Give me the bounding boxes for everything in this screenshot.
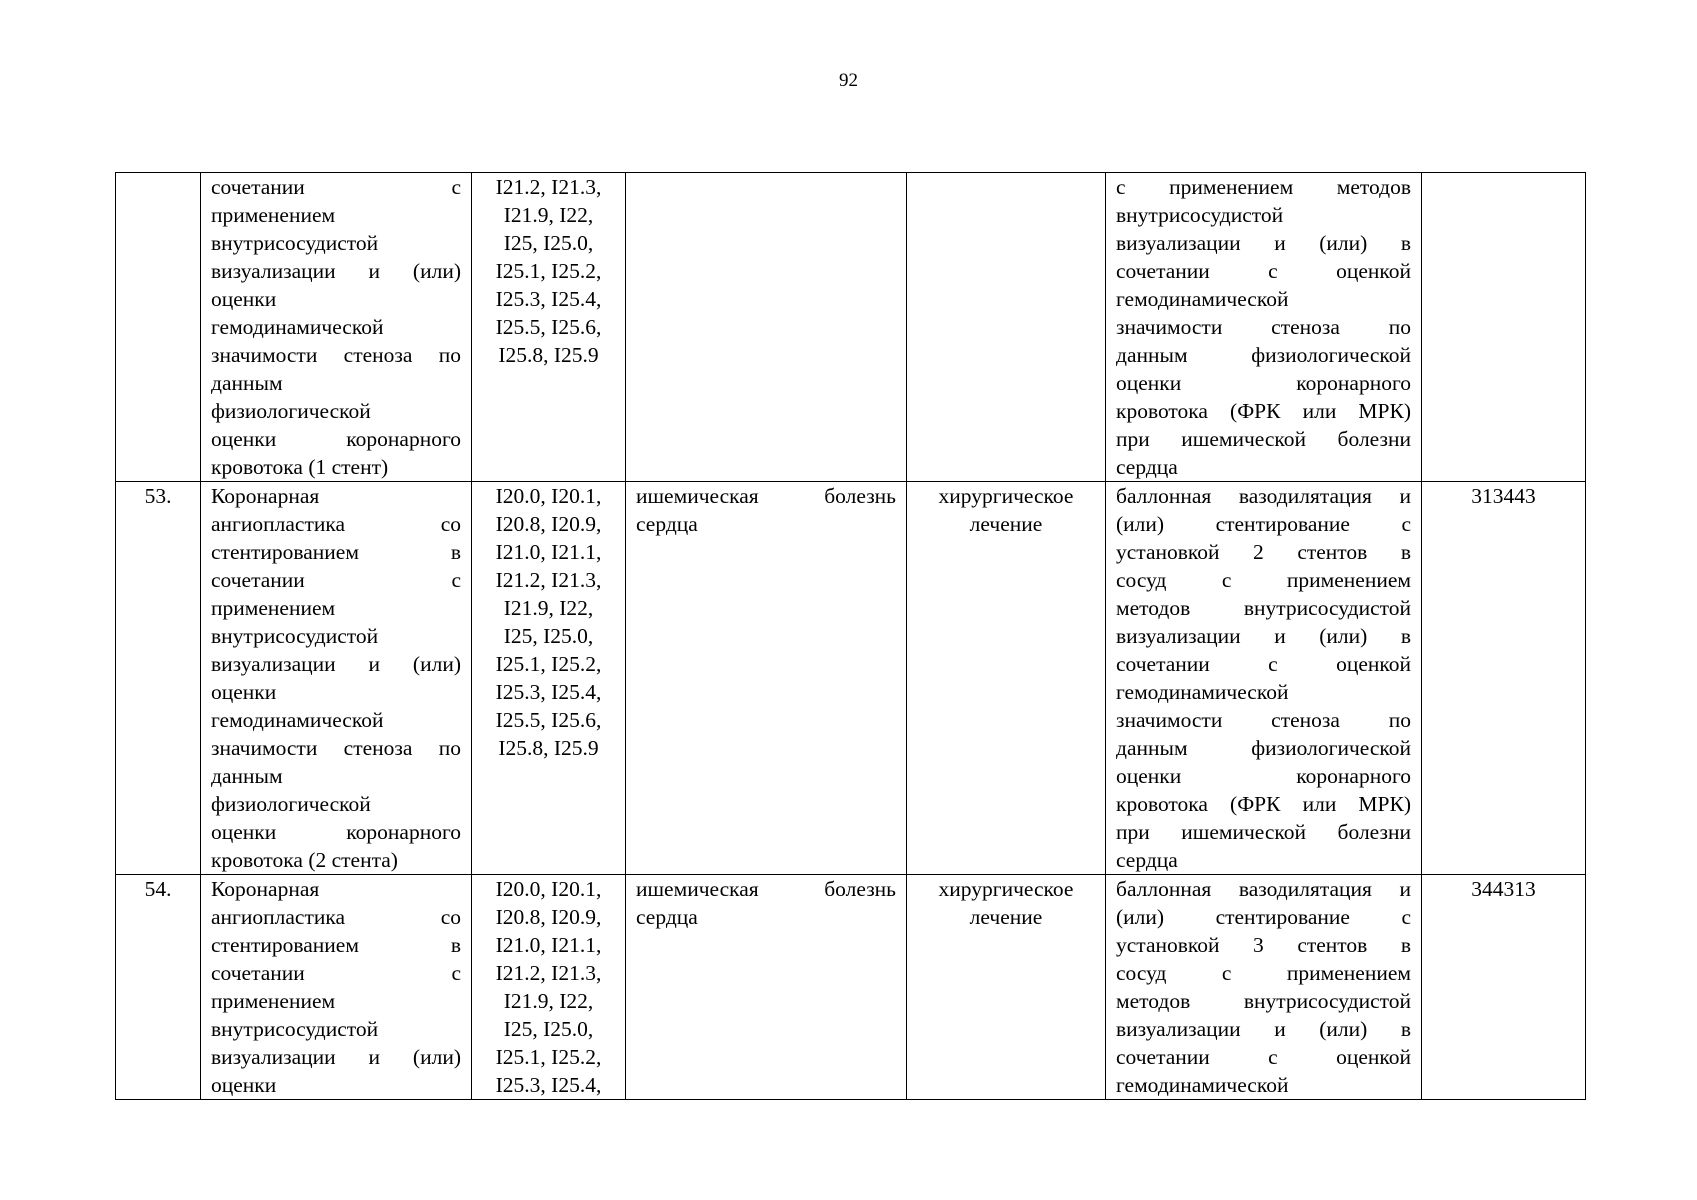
cell-line: оценки: [211, 287, 277, 311]
cell-line: сердца: [636, 905, 698, 929]
cell-line: (или) стентирование с: [1116, 905, 1411, 929]
cell-line: методов внутрисосудистой: [1116, 989, 1411, 1013]
cell-line: сочетании с: [211, 175, 461, 199]
cell-line: I25.5, I25.6,: [495, 708, 602, 732]
cell-line: применением: [211, 989, 336, 1013]
cell-line: гемодинамической: [1116, 287, 1289, 311]
cell-line: баллонная вазодилятация и: [1116, 877, 1411, 901]
cell-line: I20.8, I20.9,: [495, 512, 602, 536]
cell-line: I25, I25.0,: [503, 231, 594, 255]
cell-line: Коронарная: [211, 877, 320, 901]
cell-line: установкой 3 стентов в: [1116, 933, 1411, 957]
cell-line: I21.0, I21.1,: [495, 933, 602, 957]
cell-line: данным физиологической: [1116, 343, 1411, 367]
cell-line: I21.9, I22,: [503, 203, 594, 227]
cell-value: 344313: [1471, 877, 1536, 901]
cell-line: хирургическое: [938, 877, 1074, 901]
icd-codes-cell: [472, 173, 626, 482]
cell-line: сердца: [1116, 455, 1178, 479]
cell-line: сердца: [1116, 848, 1178, 872]
cell-line: гемодинамической: [1116, 680, 1289, 704]
cell-line: стентированием в: [211, 540, 461, 564]
cell-line: значимости стеноза по: [1116, 315, 1411, 339]
cell-line: оценки коронарного: [1116, 764, 1411, 788]
cell-line: I20.8, I20.9,: [495, 905, 602, 929]
cell-line: I25.3, I25.4,: [495, 680, 602, 704]
cell-line: сосуд с применением: [1116, 568, 1411, 592]
medical-care-table: [115, 172, 1586, 1100]
cell-line: гемодинамической: [1116, 1073, 1289, 1097]
cell-line: методов внутрисосудистой: [1116, 596, 1411, 620]
intervention-name-cell: [201, 482, 472, 875]
cost-norm-cell: [1422, 875, 1586, 1100]
cell-line: Коронарная: [211, 484, 320, 508]
cell-line: гемодинамической: [211, 708, 384, 732]
row-number-cell: [116, 482, 201, 875]
cell-line: I20.0, I20.1,: [495, 877, 602, 901]
cell-value: 54.: [144, 877, 172, 901]
row-number-cell: [116, 875, 201, 1100]
cell-line: I25.1, I25.2,: [495, 1045, 602, 1069]
cell-line: визуализации и (или): [211, 1045, 461, 1069]
cell-line: оценки: [211, 1073, 277, 1097]
cell-line: оценки коронарного: [1116, 371, 1411, 395]
cell-line: сосуд с применением: [1116, 961, 1411, 985]
cell-line: I25.1, I25.2,: [495, 652, 602, 676]
cell-line: сердца: [636, 512, 698, 536]
cost-norm-cell: [1422, 482, 1586, 875]
cell-line: визуализации и (или): [211, 652, 461, 676]
cell-line: I25, I25.0,: [503, 1017, 594, 1041]
cell-line: применением: [211, 596, 336, 620]
cell-line: ангиопластика со: [211, 512, 461, 536]
cell-line: (или) стентирование с: [1116, 512, 1411, 536]
page-number: 92: [839, 70, 858, 91]
cell-line: I21.2, I21.3,: [495, 961, 602, 985]
cell-line: ишемическая болезнь: [636, 877, 896, 901]
table-row: [116, 482, 1586, 875]
cell-line: значимости стеноза по: [211, 736, 461, 760]
treatment-type-cell: [907, 482, 1106, 875]
cell-line: сочетании с оценкой: [1116, 259, 1411, 283]
cell-line: при ишемической болезни: [1116, 427, 1411, 451]
cell-line: применением: [211, 203, 336, 227]
cell-line: хирургическое: [938, 484, 1074, 508]
patient-model-cell: [626, 173, 907, 482]
cell-line: физиологической: [211, 399, 371, 423]
cell-line: I21.9, I22,: [503, 596, 594, 620]
cell-line: I25.8, I25.9: [498, 736, 599, 760]
cell-line: I25.1, I25.2,: [495, 259, 602, 283]
cell-line: баллонная вазодилятация и: [1116, 484, 1411, 508]
cell-line: I25, I25.0,: [503, 624, 594, 648]
treatment-method-cell: [1106, 173, 1422, 482]
cell-line: внутрисосудистой: [211, 624, 379, 648]
cell-value: 53.: [144, 484, 172, 508]
table-row: [116, 173, 1586, 482]
icd-codes-cell: [472, 482, 626, 875]
cell-line: внутрисосудистой: [211, 1017, 379, 1041]
cell-line: данным физиологической: [1116, 736, 1411, 760]
cell-line: кровотока (1 стент): [211, 455, 389, 479]
cell-line: ишемическая болезнь: [636, 484, 896, 508]
cell-line: данным: [211, 371, 283, 395]
cell-line: внутрисосудистой: [1116, 203, 1284, 227]
treatment-method-cell: [1106, 875, 1422, 1100]
intervention-name-cell: [201, 173, 472, 482]
cell-line: значимости стеноза по: [211, 343, 461, 367]
cell-line: значимости стеноза по: [1116, 708, 1411, 732]
cell-line: сочетании с оценкой: [1116, 652, 1411, 676]
cell-line: стентированием в: [211, 933, 461, 957]
cell-line: I25.5, I25.6,: [495, 315, 602, 339]
cell-line: сочетании с: [211, 568, 461, 592]
cell-line: физиологической: [211, 792, 371, 816]
treatment-type-cell: [907, 875, 1106, 1100]
patient-model-cell: [626, 875, 907, 1100]
cell-line: гемодинамической: [211, 315, 384, 339]
cell-line: визуализации и (или) в: [1116, 624, 1411, 648]
table-row: [116, 875, 1586, 1100]
cell-line: установкой 2 стентов в: [1116, 540, 1411, 564]
cell-line: I21.0, I21.1,: [495, 540, 602, 564]
cell-line: I21.2, I21.3,: [495, 568, 602, 592]
patient-model-cell: [626, 482, 907, 875]
cell-value: 313443: [1471, 484, 1536, 508]
row-number-cell: [116, 173, 201, 482]
cell-line: лечение: [969, 905, 1043, 929]
cell-line: визуализации и (или): [211, 259, 461, 283]
cell-line: внутрисосудистой: [211, 231, 379, 255]
cell-line: сочетании с: [211, 961, 461, 985]
cell-line: I21.9, I22,: [503, 989, 594, 1013]
intervention-name-cell: [201, 875, 472, 1100]
cell-line: сочетании с оценкой: [1116, 1045, 1411, 1069]
cell-line: I25.3, I25.4,: [495, 1073, 602, 1097]
cell-line: визуализации и (или) в: [1116, 231, 1411, 255]
cell-line: ангиопластика со: [211, 905, 461, 929]
cell-line: при ишемической болезни: [1116, 820, 1411, 844]
cell-line: кровотока (ФРК или МРК): [1116, 399, 1411, 423]
cost-norm-cell: [1422, 173, 1586, 482]
icd-codes-cell: [472, 875, 626, 1100]
treatment-type-cell: [907, 173, 1106, 482]
cell-line: лечение: [969, 512, 1043, 536]
cell-line: I21.2, I21.3,: [495, 175, 602, 199]
cell-line: оценки коронарного: [211, 427, 461, 451]
cell-line: I25.8, I25.9: [498, 343, 599, 367]
cell-line: кровотока (ФРК или МРК): [1116, 792, 1411, 816]
cell-line: I25.3, I25.4,: [495, 287, 602, 311]
cell-line: оценки: [211, 680, 277, 704]
cell-line: данным: [211, 764, 283, 788]
cell-line: I20.0, I20.1,: [495, 484, 602, 508]
cell-line: оценки коронарного: [211, 820, 461, 844]
cell-line: кровотока (2 стента): [211, 848, 398, 872]
treatment-method-cell: [1106, 482, 1422, 875]
cell-line: визуализации и (или) в: [1116, 1017, 1411, 1041]
cell-line: с применением методов: [1116, 175, 1411, 199]
